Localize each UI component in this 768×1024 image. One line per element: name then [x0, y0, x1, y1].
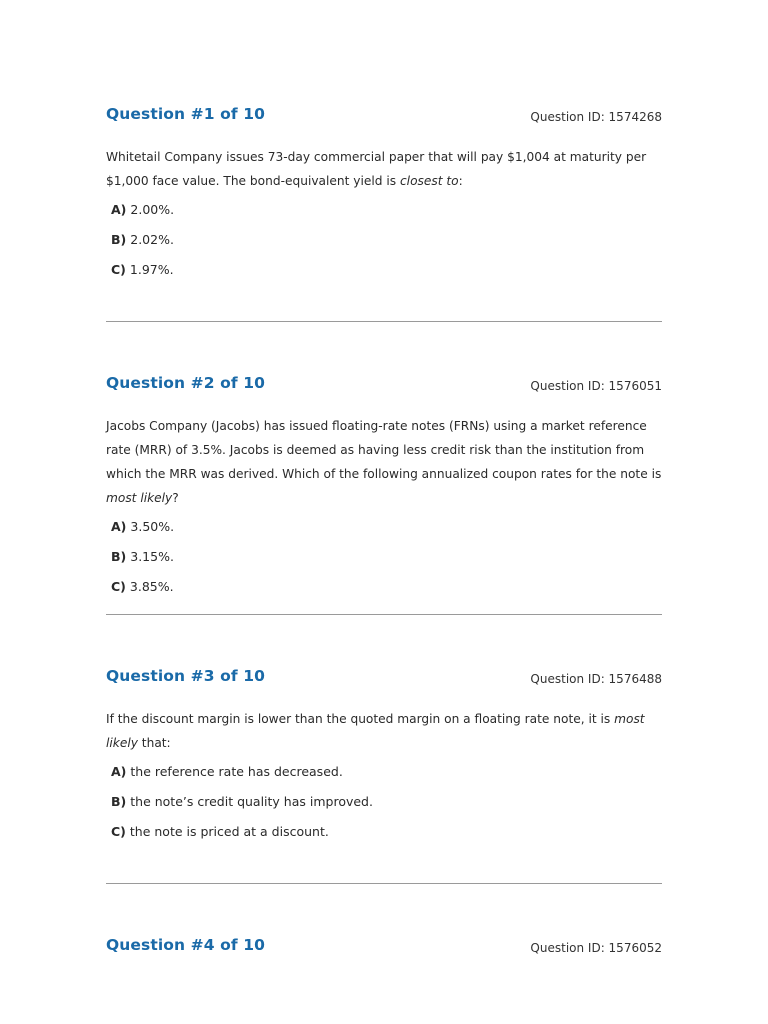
question-block-4: [106, 936, 662, 960]
question-text-part: Whitetail Company issues 73-day commercial paper that will pay $1,004 at maturity per $1,000 face value. The bond-equivalent yield is: [106, 150, 647, 188]
question-header: [106, 936, 662, 960]
question-text-emphasis: most likely: [106, 712, 645, 750]
question-title: Question #2 of 10: [106, 374, 265, 392]
answer-option-b[interactable]: [111, 794, 662, 824]
answer-option-b[interactable]: [111, 232, 662, 262]
question-divider: [106, 614, 662, 615]
question-block-3: [106, 667, 662, 854]
answer-text: 3.85%.: [129, 579, 174, 594]
question-title: Question #1 of 10: [106, 105, 265, 123]
answer-text: the note is priced at a discount.: [129, 824, 329, 839]
answer-letter: A): [111, 764, 127, 779]
question-divider: [106, 883, 662, 884]
question-header: [106, 374, 662, 398]
answer-option-c[interactable]: [111, 824, 662, 854]
answer-letter: C): [111, 262, 126, 277]
question-divider: [106, 321, 662, 322]
answer-list: [106, 764, 662, 854]
answer-list: [106, 202, 662, 292]
answer-text: 2.00%.: [130, 202, 175, 217]
answer-letter: B): [111, 794, 127, 809]
question-id: Question ID: 1574268: [530, 110, 662, 124]
question-block-1: [106, 105, 662, 292]
answer-list: [106, 519, 662, 609]
question-text-part: If the discount margin is lower than the quoted margin on a floating rate note, it is: [106, 712, 615, 726]
question-text-part: that:: [137, 736, 171, 750]
question-id: Question ID: 1576052: [530, 941, 662, 955]
answer-text: the note’s credit quality has improved.: [130, 794, 373, 809]
question-id: Question ID: 1576051: [530, 379, 662, 393]
answer-letter: B): [111, 549, 127, 564]
question-text: [106, 414, 662, 510]
answer-letter: C): [111, 579, 126, 594]
answer-option-c[interactable]: [111, 262, 662, 292]
question-block-2: [106, 374, 662, 609]
answer-text: 1.97%.: [129, 262, 174, 277]
question-text-part: :: [458, 174, 463, 188]
answer-letter: C): [111, 824, 126, 839]
question-text-emphasis: most likely: [106, 491, 173, 505]
question-text: [106, 145, 662, 193]
question-title: Question #3 of 10: [106, 667, 265, 685]
answer-letter: A): [111, 202, 127, 217]
answer-option-b[interactable]: [111, 549, 662, 579]
question-header: [106, 105, 662, 129]
answer-option-c[interactable]: [111, 579, 662, 609]
answer-text: the reference rate has decreased.: [130, 764, 343, 779]
question-text: [106, 707, 662, 755]
answer-option-a[interactable]: [111, 764, 662, 794]
question-text-part: ?: [172, 491, 179, 505]
answer-option-a[interactable]: [111, 519, 662, 549]
answer-text: 3.50%.: [130, 519, 175, 534]
answer-text: 3.15%.: [130, 549, 174, 564]
answer-text: 2.02%.: [130, 232, 174, 247]
answer-option-a[interactable]: [111, 202, 662, 232]
question-text-part: Jacobs Company (Jacobs) has issued floating-rate notes (FRNs) using a market reference rate (MRR) of 3.5%. Jacobs is deemed as having less credit risk than the institution from which the MRR was derived. Which of the following annualized coupon rates for the note is: [106, 419, 662, 481]
question-text-emphasis: closest to: [399, 174, 459, 188]
question-header: [106, 667, 662, 691]
question-title: Question #4 of 10: [106, 936, 265, 954]
answer-letter: A): [111, 519, 127, 534]
answer-letter: B): [111, 232, 127, 247]
question-id: Question ID: 1576488: [530, 672, 662, 686]
